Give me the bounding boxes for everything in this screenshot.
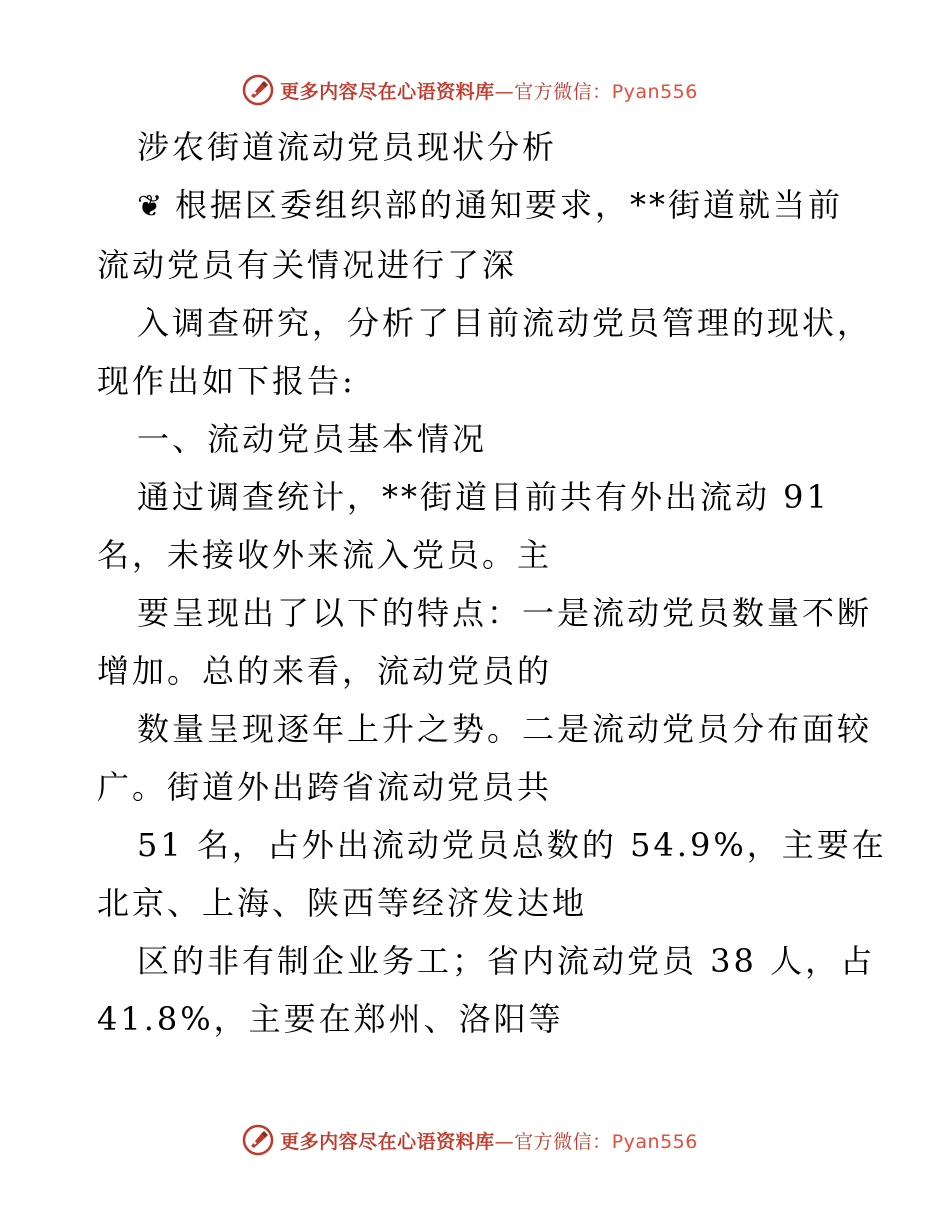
footer-banner-inner	[242, 1124, 698, 1156]
paragraph-line: 增加。总的来看，流动党员的	[97, 652, 553, 690]
footer-banner-text	[280, 1127, 698, 1154]
document-title: 涉农街道流动党员现状分析	[137, 128, 558, 166]
paragraph-line	[97, 176, 867, 236]
pen-nib-logo-icon	[242, 74, 274, 106]
footer-banner	[0, 1120, 950, 1160]
section-heading: 一、流动党员基本情况	[137, 420, 488, 458]
banner-dash: —	[494, 80, 515, 103]
banner-wechat-label: 官方微信：	[514, 80, 612, 103]
header-banner-text	[280, 77, 698, 104]
banner-main-text: 更多内容尽在心语资料库	[280, 80, 495, 103]
paragraph-line: 区的非有制企业务工；省内流动党员 38 人，占	[137, 942, 876, 980]
paragraph-line: 51 名，占外出流动党员总数的 54.9%，主要在	[137, 826, 887, 864]
pen-nib-logo-icon	[242, 1124, 274, 1156]
banner-wechat-id: Pyan556	[611, 1130, 698, 1153]
banner-main-text: 更多内容尽在心语资料库	[280, 1130, 495, 1153]
paragraph-line: 现作出如下报告:	[97, 362, 356, 400]
banner-wechat-label: 官方微信：	[514, 1130, 612, 1153]
document-body	[97, 118, 887, 1048]
banner-dash: —	[494, 1130, 515, 1153]
paragraph-line: 广。街道外出跨省流动党员共	[97, 768, 553, 806]
header-banner	[0, 70, 950, 110]
banner-wechat-id: Pyan556	[611, 80, 698, 103]
floral-ornament-icon: ❦	[137, 189, 166, 224]
paragraph-line-text: 根据区委组织部的通知要求，**街道就当前	[175, 186, 844, 224]
paragraph-line: 入调查研究，分析了目前流动党员管理的现状，	[137, 304, 873, 342]
paragraph-line: 数量呈现逐年上升之势。二是流动党员分布面较	[137, 710, 873, 748]
header-banner-inner	[242, 74, 698, 106]
paragraph-line: 名，未接收外来流入党员。主	[97, 536, 553, 574]
paragraph-line: 41.8%，主要在郑州、洛阳等	[97, 1000, 564, 1038]
paragraph-line: 要呈现出了以下的特点：一是流动党员数量不断	[137, 594, 873, 632]
paragraph-line: 北京、上海、陕西等经济发达地	[97, 884, 588, 922]
paragraph-line: 通过调查统计，**街道目前共有外出流动 91	[137, 478, 830, 516]
paragraph-line: 流动党员有关情况进行了深	[97, 246, 518, 284]
